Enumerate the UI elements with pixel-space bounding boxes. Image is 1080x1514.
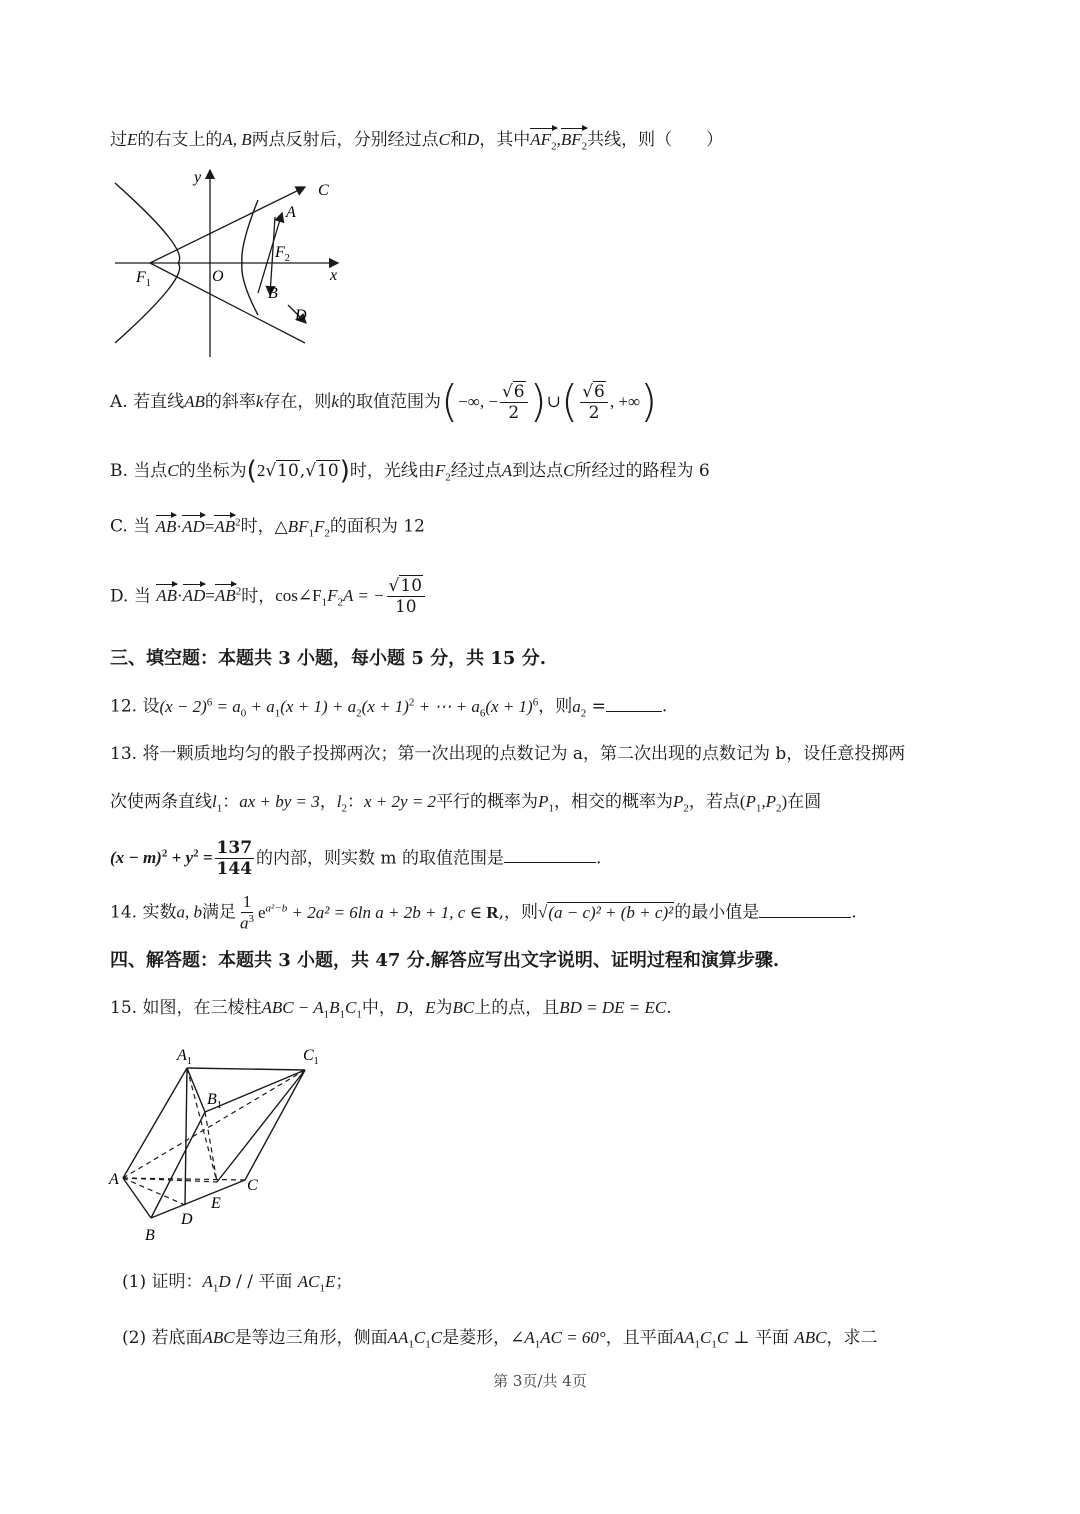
- option-D: D. 当 $AB\cdot AD=AB^2$时，$\cos\angle F_1F_2A$ = − $\frac{√10}{10}$: [110, 576, 427, 618]
- option-C: C. 当 $AB\cdot AD=AB^2$时，$\triangle BF_1F_2$的面积为 12: [110, 516, 425, 540]
- line-A1D: $A_1D$: [202, 1272, 231, 1295]
- math-C: C: [438, 130, 451, 149]
- question-text: 平行的概率为: [436, 792, 539, 812]
- prism-figure: [105, 1040, 345, 1250]
- question-12: [110, 696, 667, 720]
- part-2: [122, 1328, 878, 1352]
- vector-AF2: $AF_2$: [530, 130, 557, 153]
- option-text: 若直线: [133, 391, 185, 412]
- label-C1: $C_1$: [303, 1047, 319, 1067]
- label-O: O: [212, 268, 224, 285]
- part-text: 是菱形，: [442, 1328, 511, 1348]
- math-D: D: [467, 130, 480, 149]
- cos-expression: $\cos\angle F_1F_2A$ = −: [275, 586, 385, 609]
- vector-AB: AB: [155, 516, 177, 536]
- option-text: 时，: [241, 586, 276, 607]
- option-letter: B.: [110, 461, 128, 482]
- math-E: E: [127, 130, 138, 149]
- math-D: D: [395, 998, 409, 1017]
- option-text: 经过点: [450, 461, 502, 482]
- triangle-BF1F2: $\triangle BF_1F_2$: [274, 516, 330, 540]
- question-text: 将一颗质地均匀的骰子投掷两次；第一次出现的点数记为 a，第二次出现的点数记为 b，设任意投掷两: [142, 744, 906, 764]
- equals: =: [586, 696, 606, 717]
- part-1: (1) 证明：$A_1D$ / / 平面 $AC_1E$；: [122, 1272, 353, 1295]
- option-text: 时，: [240, 516, 275, 537]
- line-l2: $l_2$: [336, 792, 348, 815]
- vector-AB: AB: [156, 586, 178, 606]
- option-letter: A.: [110, 391, 128, 412]
- label-B1: $B_1$: [207, 1091, 222, 1111]
- option-B: B. 当点C的坐标为(2√10,√10)时，光线由$F_2$经过点A到达点C所经过的路程为 6: [110, 456, 710, 486]
- intro-text: 过: [110, 130, 127, 150]
- answer-blank[interactable]: [759, 903, 851, 918]
- option-text: 的斜率: [204, 391, 256, 412]
- label-D: D: [181, 1211, 193, 1228]
- prism-name: ABC − $A_1B_1C_1$: [261, 998, 362, 1021]
- math-BC: BC: [452, 998, 475, 1017]
- question-number: 13.: [110, 744, 138, 764]
- circle-equation: $(x - m)^2 + y^2$ =: [110, 847, 213, 868]
- point-P1P2: $(P_1,P_2)$: [739, 792, 788, 815]
- ray-F1-to-D: [150, 263, 305, 343]
- expansion-expression: $(x - 2)^6 = a_0 + a_1(x + 1) + a_2(x + 1)^2$ + ⋯ + $a_6(x + 1)^6$: [159, 696, 539, 720]
- label-F2: $F_2$: [275, 244, 290, 264]
- label-x: x: [330, 267, 338, 284]
- fraction-sqrt6-over-2: $\frac{√6}{2}$: [500, 382, 528, 424]
- math-C: C: [563, 461, 575, 481]
- question-text: ，相交的概率为: [553, 792, 673, 812]
- pos-infinity: , +∞: [609, 391, 641, 411]
- label-C: C: [247, 1177, 258, 1194]
- option-text: 当点: [133, 461, 168, 482]
- label-B: B: [145, 1227, 155, 1244]
- option-text: 时，光线由: [349, 461, 435, 482]
- question-text: 满足: [201, 902, 236, 923]
- period: .: [661, 696, 668, 717]
- question-13-line-2: 次使两条直线$l_1$：ax + by = 3，$l_2$：x + 2y = 2平行的概率为$P_1$，相交的概率为$P_2$，若点$(P_1,P_2)$在圆: [110, 792, 822, 815]
- math-ABC: ABC: [202, 1328, 235, 1347]
- part-number: (1): [122, 1272, 147, 1292]
- question-number: 15.: [110, 998, 138, 1018]
- math-k: k: [331, 391, 339, 411]
- option-text: 存在，则: [263, 391, 332, 412]
- question-13-line-3: [110, 838, 601, 880]
- question-text: 为: [435, 998, 453, 1018]
- option-text: 当: [133, 516, 151, 537]
- vector-BF2: $BF_2$: [560, 130, 588, 153]
- question-text: 在圆: [787, 792, 822, 812]
- math-AB: A, B: [222, 130, 252, 149]
- label-D: D: [295, 307, 307, 324]
- math-AB: AB: [184, 391, 205, 411]
- question-text: ，则: [538, 696, 573, 717]
- vector-AD: AD: [182, 586, 206, 606]
- vector-AB: AB: [214, 516, 236, 536]
- label-A: A: [286, 204, 296, 221]
- sqrt-expression: √(a − c)² + (b + c)²: [538, 902, 674, 922]
- option-text: 当: [133, 586, 151, 607]
- vector-AB: AB: [214, 586, 236, 606]
- label-A: A: [109, 1171, 119, 1188]
- equation-l2: x + 2y = 2: [364, 792, 437, 811]
- plane-AC1E: $AC_1E$: [297, 1272, 336, 1295]
- fraction-sqrt10-over-10: $\frac{√10}{10}$: [387, 576, 425, 618]
- sqrt-10: 10: [317, 461, 339, 482]
- parallel-plane: / / 平面: [230, 1272, 298, 1292]
- perpendicular-plane: ⊥ 平面: [728, 1328, 795, 1348]
- math-ab: a, b: [176, 902, 202, 922]
- question-text: 次使两条直线: [110, 792, 212, 812]
- intro-text: 共线，则（ ）: [587, 130, 724, 150]
- question-text: 实数: [142, 902, 177, 923]
- label-C: C: [318, 182, 329, 199]
- math-C: C: [167, 461, 179, 481]
- equation-segments: BD = DE = EC: [559, 998, 667, 1017]
- condition-expression: $e^{a^2-b} + 2a^2 = 6\ln$ a + 2b + 1, c ∈ R: [257, 902, 499, 922]
- part-text: 若底面: [151, 1328, 203, 1348]
- label-A1: $A_1$: [177, 1047, 192, 1067]
- question-14: [110, 892, 857, 934]
- plane-AA1C1C: $AA_1C_1C$: [673, 1328, 729, 1351]
- option-text: 的坐标为: [178, 461, 247, 482]
- question-text: 的最小值是: [674, 902, 760, 923]
- part-text: ，求二: [826, 1328, 878, 1348]
- prob-P2: $P_2$: [672, 792, 689, 815]
- label-E: E: [211, 1195, 221, 1212]
- option-text: 到达点: [512, 461, 564, 482]
- period: .: [666, 998, 672, 1018]
- label-B: B: [268, 285, 278, 302]
- hyperbola-figure: [110, 165, 350, 365]
- label-y: y: [194, 169, 202, 186]
- option-text: 的取值范围为: [338, 391, 441, 412]
- period: .: [851, 902, 857, 923]
- question-text: 如图，在三棱柱: [142, 998, 262, 1018]
- sqrt-10: 10: [277, 461, 299, 482]
- question-number: 12.: [110, 696, 138, 717]
- line-l1: $l_1$: [212, 792, 223, 815]
- option-text: 的面积为 12: [329, 516, 425, 537]
- period: .: [595, 848, 602, 869]
- question-text: ,，则: [498, 902, 539, 923]
- math-a2: $a_2$: [572, 696, 587, 720]
- question-15: 15. 如图，在三棱柱ABC − $A_1B_1C_1$中，D，E为BC上的点，且BD = DE = EC.: [110, 998, 672, 1021]
- equation-l1: ax + by = 3: [239, 792, 320, 811]
- question-number: 14.: [110, 902, 138, 923]
- question-text: 中，: [361, 998, 396, 1018]
- face-AA1C1C: $AA_1C_1C$: [387, 1328, 443, 1351]
- question-13-line-1: [110, 744, 905, 764]
- intro-text: ，其中: [479, 130, 531, 150]
- fraction-137-over-144: $\frac{137}{144}$: [216, 838, 253, 880]
- prob-P1: $P_1$: [538, 792, 554, 815]
- question-text: 的内部，则实数 m 的取值范围是: [256, 848, 504, 869]
- math-k: k: [255, 391, 264, 411]
- intro-text: 的右支上的: [137, 130, 223, 150]
- part-text: 是等边三角形，侧面: [234, 1328, 388, 1348]
- part-text: ，且平面: [605, 1328, 674, 1348]
- option-text: 所经过的路程为 6: [574, 461, 710, 482]
- option-letter: C.: [110, 516, 128, 537]
- math-A: A: [501, 461, 513, 481]
- label-F1: $F_1$: [136, 269, 151, 289]
- option-letter: D.: [110, 586, 129, 607]
- answer-blank[interactable]: [504, 848, 596, 863]
- part-text: 证明：: [151, 1272, 203, 1292]
- coord-coefficient: 2: [256, 461, 266, 481]
- intro-text: 和: [450, 130, 468, 150]
- intro-text: 两点反射后，分别经过点: [251, 130, 439, 150]
- math-ABC: ABC: [794, 1328, 827, 1347]
- union-symbol: ∪: [546, 391, 562, 412]
- comma: ,: [299, 461, 306, 482]
- section-heading-fill-in: 三、填空题：本题共 3 小题，每小题 5 分，共 15 分.: [110, 648, 546, 669]
- section-heading-solutions: 四、解答题：本题共 3 小题，共 47 分.解答应写出文字说明、证明过程和演算步骤.: [110, 950, 780, 971]
- math-F2: $F_2$: [434, 461, 451, 484]
- page-footer: 第 3页/共 4页: [493, 1372, 587, 1390]
- fraction-1-over-a3: $\frac{1}{a^3}$: [239, 892, 254, 934]
- answer-blank[interactable]: [606, 697, 662, 712]
- vector-AD: AD: [182, 516, 205, 536]
- fraction-sqrt6-over-2: $\frac{√6}{2}$: [580, 382, 608, 424]
- option-A: A. 若直线AB的斜率k存在，则k的取值范围为(−∞, − $\frac{√6}{2}$ )∪( $\frac{√6}{2}$ , +∞): [110, 376, 658, 427]
- angle-A1AC: $\angle A_1AC = 60^\circ$: [510, 1328, 606, 1351]
- math-E: E: [425, 998, 436, 1017]
- problem-intro: 过E的右支上的A, B两点反射后，分别经过点C和D，其中$AF_2,BF_2$共线，则（ ）: [110, 130, 724, 153]
- part-number: (2): [122, 1328, 147, 1348]
- neg-infinity: −∞, −: [458, 391, 498, 411]
- question-text: ，若点: [688, 792, 740, 812]
- question-text: 设: [142, 696, 160, 717]
- question-text: 上的点，且: [474, 998, 560, 1018]
